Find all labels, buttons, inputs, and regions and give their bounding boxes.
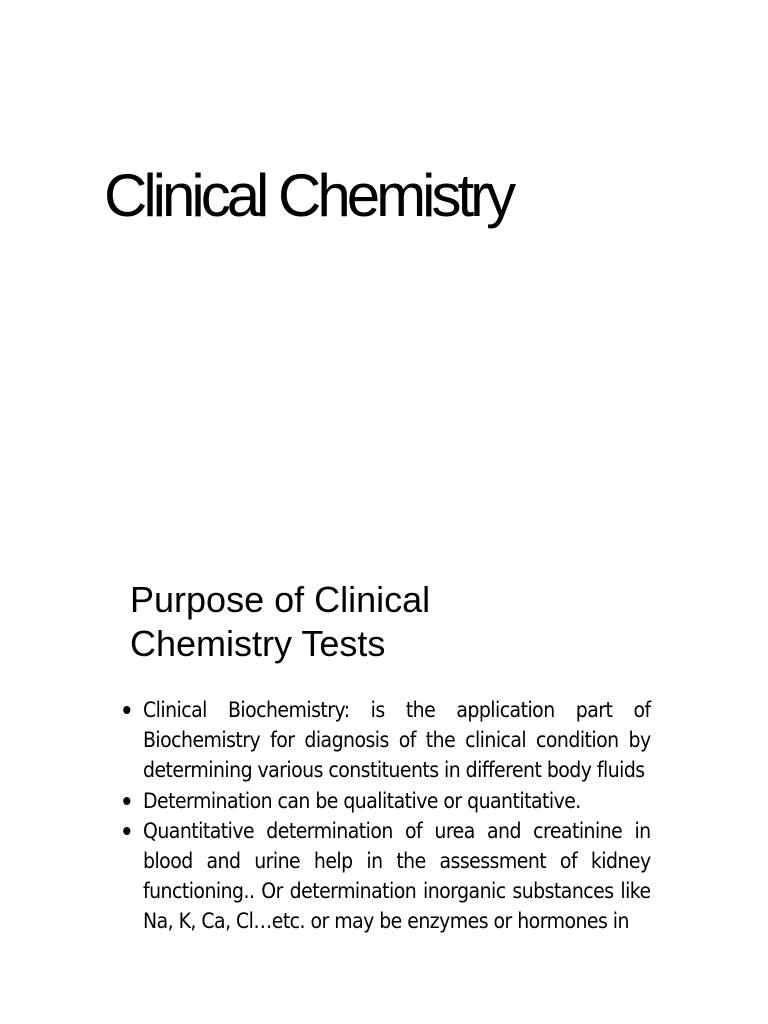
list-item: Determination can be qualitative or quantitative.	[143, 786, 651, 816]
section-heading-line-1: Purpose of Clinical	[130, 579, 431, 620]
list-item: Clinical Biochemistry: is the application part of Biochemistry for diagnosis of the clinical condition by determining various constituents in different body fluids	[143, 695, 651, 786]
bullet-list	[143, 695, 651, 937]
list-item: Quantitative determination of urea and creatinine in blood and urine help in the assessment of kidney functioning.. Or determination inorganic substances like Na, K, Ca, Cl…etc. or may be enzymes or hormones in	[143, 816, 651, 937]
page-title: Clinical Chemistry	[104, 162, 513, 229]
section-heading	[130, 578, 550, 666]
section-heading-line-2: Chemistry Tests	[130, 623, 386, 664]
